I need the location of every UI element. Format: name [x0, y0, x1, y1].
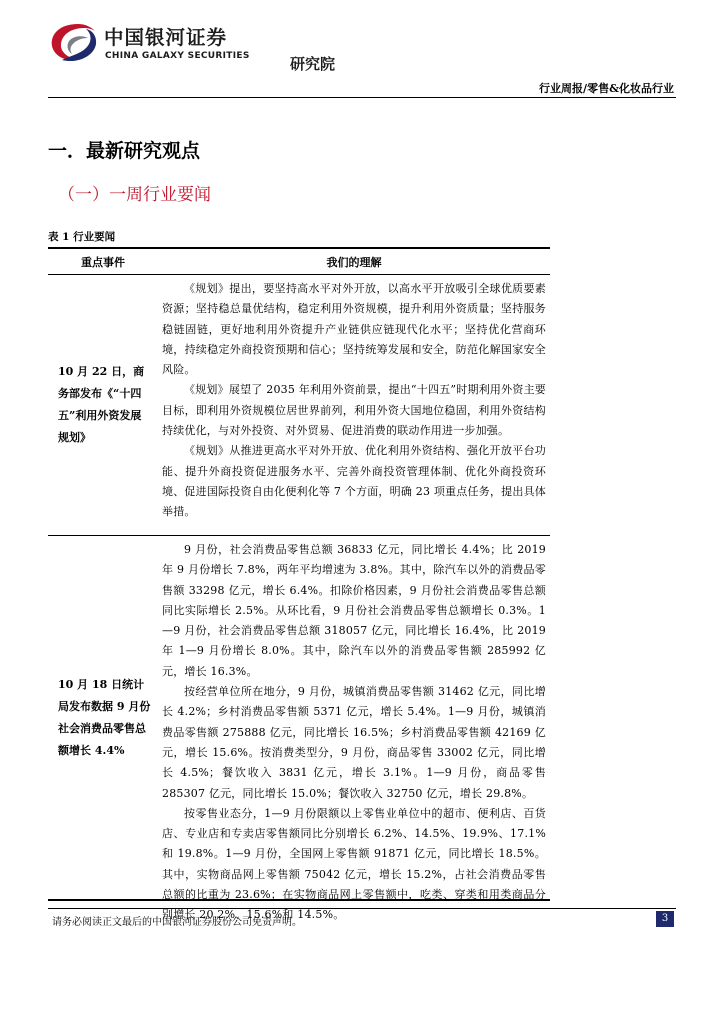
disclaimer-note: 请务必阅读正文最后的中国银河证券股份公司免责声明。 — [52, 917, 302, 928]
column-header-understanding: 我们的理解 — [326, 256, 382, 269]
understanding-cell — [162, 540, 546, 926]
paragraph: 按经营单位所在地分，9 月份，城镇消费品零售额 31462 亿元，同比增长 4.2%；乡村消费品零售额 5371 亿元，增长 5.4%。1—9 月份，城镇消费品零售额 275888 亿元，同比增长 16.5%；乡村消费品零售额 42169 亿元，增长 15.6%。按消费类型分，9 月份，商品零售 33002 亿元，同比增长 4.5%；餐饮收入 3831 亿元，增长 3.1%。1—9 月份，商品零售 285307 亿元，同比增长 15.0%；餐饮收入 32750 亿元，增长 29.8%。 — [162, 685, 546, 800]
logo-name-en: CHINA GALAXY SECURITIES — [105, 51, 250, 61]
table-row — [48, 275, 550, 536]
header-divider — [48, 97, 676, 98]
industry-news-table — [48, 247, 550, 922]
logo-name-cn: 中国银河证券 — [104, 26, 228, 49]
table-caption: 表 1 行业要闻 — [48, 231, 116, 243]
column-header-event: 重点事件 — [81, 256, 125, 269]
galaxy-swoosh-logo-icon — [48, 20, 100, 64]
table-header-row — [48, 247, 550, 275]
paragraph: 《规划》从推进更高水平对外开放、优化利用外资结构、强化开放平台功能、提升外商投资促进服务水平、完善外商投资管理体制、优化外商投资环境、促进国际投资自由化便利化等 7 个方面，明确 23 项重点任务，提出具体举措。 — [162, 444, 546, 519]
subsection-heading: （一）一周行业要闻 — [58, 185, 211, 205]
understanding-cell — [162, 279, 546, 523]
report-category: 行业周报/零售&化妆品行业 — [539, 82, 674, 95]
section-heading: 一．最新研究观点 — [48, 140, 201, 162]
paragraph: 按零售业态分，1—9 月份限额以上零售业单位中的超市、便利店、百货店、专业店和专卖店零售额同比分别增长 6.2%、14.5%、19.9%、17.1%和 19.8%。1—9 月份，全国网上零售额 91871 亿元，同比增长 18.5%。其中，实物商品网上零售额 75042 亿元，增长 15.2%，占社会消费品零售总额的比重为 23.6%；在实物商品网上零售额中，吃类、穿类和用类商品分别增长 20.2%、15.6%和 14.5%。 — [162, 806, 546, 922]
event-title: 10 月 18 日统计局发布数据 9 月份社会消费品零售总额增长 4.4% — [58, 677, 151, 757]
event-cell — [48, 536, 152, 899]
event-title: 10 月 22 日，商务部发布《“十四五”利用外资发展规划》 — [58, 365, 145, 444]
company-logo — [48, 18, 336, 73]
logo-institute: 研究院 — [290, 55, 336, 73]
page-number: 3 — [656, 911, 674, 927]
paragraph: 《规划》提出，要坚持高水平对外开放，以高水平开放吸引全球优质要素资源；坚持稳总量优结构，稳定利用外资规模，提升利用外资质量；坚持服务稳链固链，更好地利用外资提升产业链供应链现代化水平；坚持优化营商环境，持续稳定外商投资预期和信心；坚持统筹发展和安全，防范化解国家安全风险。 — [162, 282, 546, 377]
event-cell — [48, 275, 152, 535]
paragraph: 9 月份，社会消费品零售总额 36833 亿元，同比增长 4.4%；比 2019 年 9 月份增长 7.8%，两年平均增速为 3.8%。其中，除汽车以外的消费品零售额 33298 亿元，增长 6.4%。扣除价格因素，9 月份社会消费品零售总额同比实际增长 2.5%。从环比看，9 月份社会消费品零售总额增长 0.3%。1—9 月份，社会消费品零售总额 318057 亿元，同比增长 16.4%，比 2019 年 1—9 月份增长 8.0%。其中，除汽车以外的消费品零售额 285992 亿元，增长 16.3%。 — [162, 543, 546, 678]
footer-divider — [48, 908, 676, 909]
paragraph: 《规划》展望了 2035 年利用外资前景，提出“十四五”时期利用外资主要目标，即利用外资规模位居世界前列，利用外资大国地位稳固，利用外资结构持续优化，与对外投资、对外贸易、促进消费的联动作用进一步加强。 — [162, 383, 546, 438]
table-row — [48, 536, 550, 922]
